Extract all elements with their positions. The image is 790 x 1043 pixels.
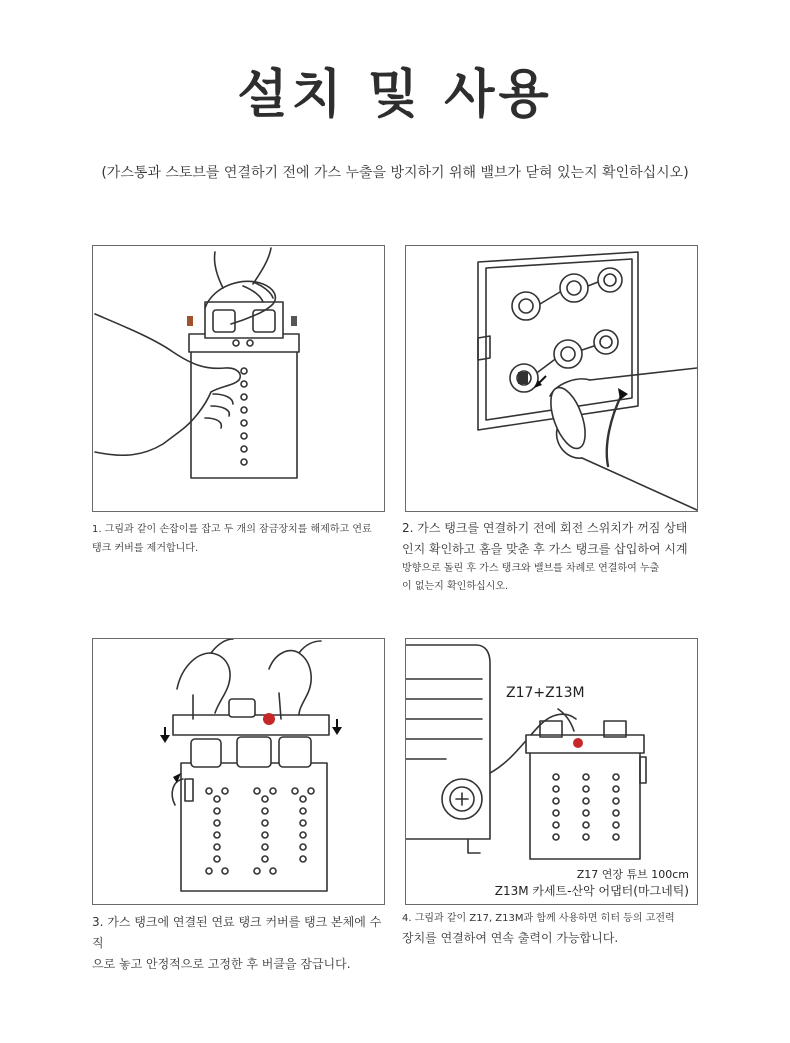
page-title: 설치 및 사용	[237, 65, 553, 125]
caption-line: 2. 가스 탱크를 연결하기 전에 회전 스위치가 꺼짐 상태	[402, 521, 688, 535]
caption-line: 1. 그림과 같이 손잡이를 잡고 두 개의 잠금장치를 해제하고 연료	[92, 524, 372, 535]
step-2-drawing	[406, 246, 697, 511]
step-1-drawing	[93, 246, 384, 511]
illustration-step-3	[92, 638, 385, 905]
caption-line: 으로 놓고 안정적으로 고정한 후 버클을 잠급니다.	[92, 957, 351, 971]
caption-line: 방향으로 돌린 후 가스 탱크와 밸브를 차례로 연결하여 누출	[402, 563, 660, 574]
label-extension-tube: Z17 연장 튜브 100cm	[576, 868, 689, 881]
step-1-caption	[92, 520, 392, 558]
step-4-caption	[402, 910, 722, 949]
caption-line: 장치를 연결하여 연속 출력이 가능합니다.	[402, 930, 619, 945]
step-3-drawing	[93, 639, 384, 904]
step-4-drawing	[406, 639, 697, 904]
caption-line: 3. 가스 탱크에 연결된 연료 탱크 커버를 탱크 본체에 수직	[92, 915, 382, 950]
caption-line: 탱크 커버를 제거합니다.	[92, 543, 199, 554]
caption-line: 이 없는지 확인하십시오.	[402, 580, 509, 592]
illustration-step-2	[405, 245, 698, 512]
illustration-step-1	[92, 245, 385, 512]
label-adapter: Z13M 카세트-산악 어댑터(마그네틱)	[494, 884, 689, 898]
step-3-caption	[92, 912, 392, 975]
label-connector: Z17+Z13M	[506, 685, 585, 701]
step-2-caption	[402, 518, 702, 595]
caption-line: 인지 확인하고 홈을 맞춘 후 가스 탱크를 삽입하여 시계	[402, 542, 688, 556]
page-subtitle: (가스통과 스토브를 연결하기 전에 가스 누출을 방지하기 위해 밸브가 닫혀 있는지 확인하십시오)	[101, 165, 689, 181]
caption-line: 4. 그림과 같이 Z17, Z13M과 함께 사용하면 히터 등의 고전력	[402, 913, 675, 924]
illustration-step-4	[405, 638, 698, 905]
